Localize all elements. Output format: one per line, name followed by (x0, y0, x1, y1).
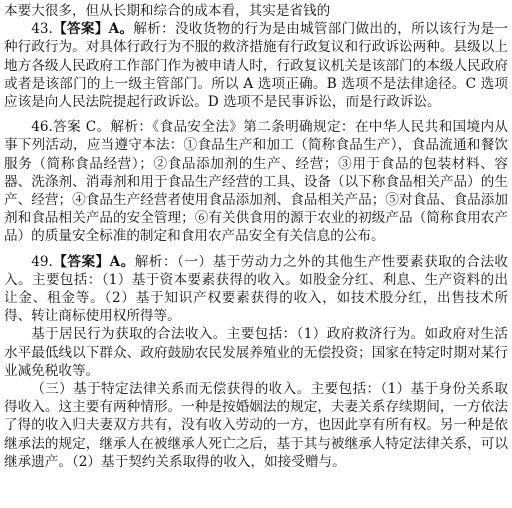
spacer (4, 246, 508, 253)
answer-tag: 【答案】A。 (52, 21, 134, 38)
answer-tag: 答案 C。 (52, 119, 111, 136)
top-fragment: 本要大很多，但从长期和综合的成本看，其实是省钱的 (4, 3, 331, 19)
explanation-text: 解析：没收货物的行为是由城管部门做出的，所以该行为是一种行政行为。对具体行政行为不服的救济措施有行政复议和行政诉讼两种。县级以上地方各级人民政府工作部门作为被申请人时，行政复议机关是该部门的本级人民政府或者是该部门的上一级主管部门。所以 A 选项正确。B 选项不是法律途径。C 选项应该是向人民法院提起行政诉讼。D 选项不是民事诉讼，而是行政诉讼。 (4, 21, 508, 111)
question-number: 43. (31, 21, 53, 38)
explanation-text: 解析：（一）基于劳动力之外的其他生产性要素获取的合法收入。主要包括：（1）基于资本要素获得的收入。如股金分红、利息、生产资料的出让金、租金等。（2）基于知识产权要素获得的收入，如技术股分红，出售技术所得、转让商标使用权所得等。 (4, 253, 509, 325)
question-43 (4, 20, 508, 111)
spacer (4, 111, 508, 118)
question-46 (4, 118, 508, 245)
question-49 (4, 253, 508, 326)
question-49-paragraph-2: 基于居民行为获取的合法收入。主要包括：（1）政府救济行为。如政府对生活水平最低线以下群众、政府鼓励农民发展养殖业的无偿投资；国家在特定时期对某行业减免税收等。 (4, 326, 508, 379)
question-number: 46. (31, 119, 53, 136)
question-49-paragraph-3: （三）基于特定法律关系而无偿获得的收入。主要包括：（1）基于身份关系取得收入。这主要有两种情形。一种是按婚姻法的规定，夫妻关系存续期间，一方依法了得的收入归夫妻双方共有，没有收入劳动的一方，也因此享有所有权。另一种是依继承法的规定，继承人在被继承人死亡之后，基于其与被继承人特定法律关系，可以继承遗产。（2）基于契约关系取得的收入，如接受赠与。 (4, 381, 508, 470)
explanation-text: 解析：《食品安全法》第二条明确规定：在中华人民共和国境内从事下列活动，应当遵守本法：①食品生产和加工（简称食品生产），食品流通和餐饮服务（简称食品经营）；②食品添加剂的生产、经营；③用于食品的包装材料、容器、洗涤剂、消毒剂和用于食品生产经营的工具、设备（以下称食品相关产品）的生产、经营；④食品生产经营者使用食品添加剂、食品相关产品；⑤对食品、食品添加剂和食品相关产品的安全管理；⑥有关供食用的源于农业的初级产品（简称食用农产品）的质量安全标准的制定和食用农产品安全有关信息的公布。 (4, 119, 508, 245)
answer-tag: 【答案】A。 (52, 253, 135, 270)
question-number: 49. (31, 253, 53, 270)
